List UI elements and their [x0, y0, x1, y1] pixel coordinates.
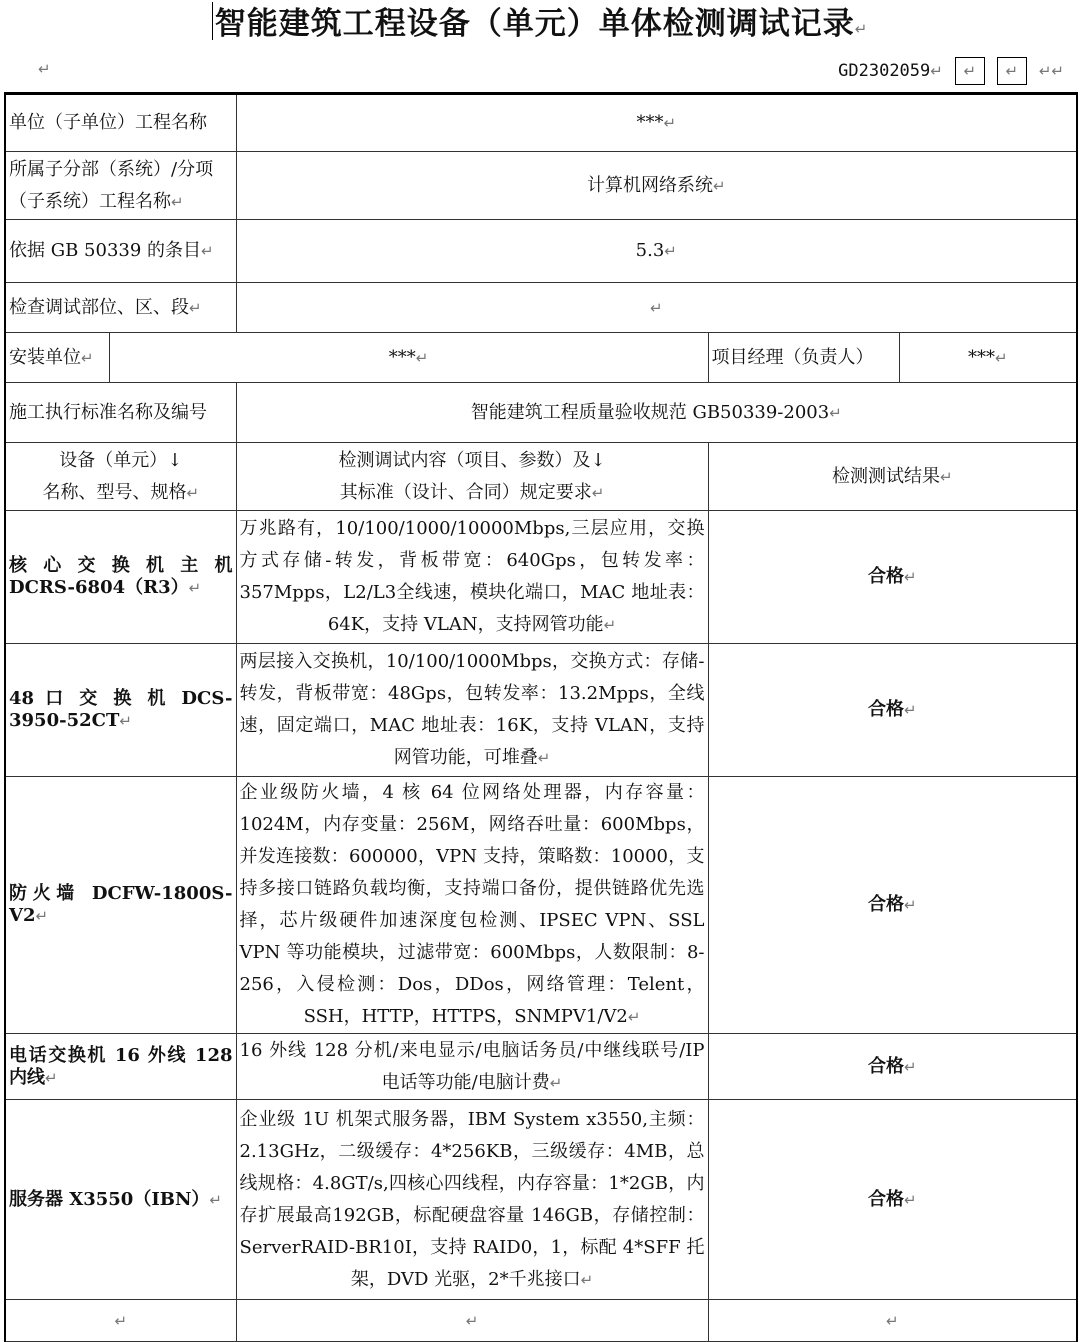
project-name-value[interactable]: ***↵: [236, 94, 1077, 152]
device-row: [5, 511, 1077, 644]
device-row: [5, 1100, 1077, 1300]
table-row: [5, 383, 1077, 443]
empty-cell[interactable]: ↵: [5, 1300, 236, 1342]
code-box[interactable]: [955, 57, 985, 85]
empty-row: [5, 1300, 1077, 1342]
clause-label: 依据 GB 50339 的条目↵: [5, 220, 236, 283]
header-spec: 检测调试内容（项目、参数）及↓ 其标准（设计、合同）规定要求↵: [236, 443, 708, 511]
paragraph-mark-icon: ↵: [963, 62, 977, 80]
device-result[interactable]: 合格↵: [708, 1034, 1077, 1100]
document-title: [0, 2, 1080, 51]
table-row: [5, 283, 1077, 333]
install-unit-value[interactable]: ***↵: [109, 333, 708, 383]
device-name: 核 心 交 换 机 主 机 DCRS-6804（R3）↵: [5, 511, 236, 644]
clause-value[interactable]: 5.3↵: [236, 220, 1077, 283]
device-result[interactable]: 合格↵: [708, 777, 1077, 1034]
manager-label: 项目经理（负责人）: [708, 333, 899, 383]
empty-cell[interactable]: ↵: [236, 1300, 708, 1342]
table-row: [5, 220, 1077, 283]
device-name: 防火墙 DCFW-1800S-V2↵: [5, 777, 236, 1034]
subsystem-value[interactable]: 计算机网络系统↵: [236, 152, 1077, 220]
table-row: [5, 152, 1077, 220]
project-name-label: 单位（子单位）工程名称: [5, 94, 236, 152]
manager-value[interactable]: ***↵: [899, 333, 1077, 383]
subsystem-label: 所属子分部（系统）/分项（子系统）工程名称↵: [5, 152, 236, 220]
table-row: [5, 333, 1077, 383]
device-result[interactable]: 合格↵: [708, 1100, 1077, 1300]
device-row: [5, 644, 1077, 777]
document-code: GD2302059: [838, 61, 931, 81]
location-value[interactable]: ↵: [236, 283, 1077, 333]
paragraph-mark-icon: ↵↵: [1038, 62, 1064, 80]
document-code-line: [838, 56, 1064, 86]
text-cursor: [212, 2, 213, 40]
device-name: 电话交换机 16 外线 128 内线↵: [5, 1034, 236, 1100]
header-device: 设备（单元）↓ 名称、型号、规格↵: [5, 443, 236, 511]
standard-value[interactable]: 智能建筑工程质量验收规范 GB50339-2003↵: [236, 383, 1077, 443]
paragraph-mark-icon: ↵: [854, 20, 869, 38]
device-name: 服务器 X3550（IBN）↵: [5, 1100, 236, 1300]
empty-cell[interactable]: ↵: [708, 1300, 1077, 1342]
device-spec: 万兆路有，10/100/1000/10000Mbps,三层应用，交换方式存储-转发，背板带宽：640Gps，包转发率：357Mpps，L2/L3全线速，模块化端口，MAC 地址表：64K，支持 VLAN，支持网管功能↵: [236, 511, 708, 644]
device-row: [5, 1034, 1077, 1100]
document-title-text: 智能建筑工程设备（单元）单体检测调试记录: [214, 6, 855, 42]
device-result[interactable]: 合格↵: [708, 511, 1077, 644]
header-result: 检测测试结果↵: [708, 443, 1077, 511]
paragraph-mark-icon: ↵: [1005, 62, 1019, 80]
location-label: 检查调试部位、区、段↵: [5, 283, 236, 333]
header-row: [5, 443, 1077, 511]
paragraph-mark-icon: ↵: [38, 60, 51, 78]
device-spec: 企业级防火墙，4 核 64 位网络处理器，内存容量：1024M，内存变量：256M，网络吞吐量：600Mbps，并发连接数：600000，VPN 支持，策略数：10000，支持多接口链路负载均衡，支持端口备份，提供链路优先选择，芯片级硬件加速深度包检测、IPSEC VPN、SSL VPN 等功能模块，过滤带宽：600Mbps，人数限制：8-256，入侵检测：Dos，DDos，网络管理：Telent，SSH，HTTP，HTTPS，SNMPV1/V2↵: [236, 777, 708, 1034]
device-spec: 两层接入交换机，10/100/1000Mbps，交换方式：存储-转发，背板带宽：48Gps，包转发率：13.2Mpps，全线速，固定端口，MAC 地址表：16K，支持 VLAN，支持网管功能，可堆叠↵: [236, 644, 708, 777]
device-row: [5, 777, 1077, 1034]
table-row: [5, 94, 1077, 152]
device-name: 48 口 交 换 机 DCS-3950-52CT↵: [5, 644, 236, 777]
code-box[interactable]: [997, 57, 1027, 85]
device-result[interactable]: 合格↵: [708, 644, 1077, 777]
install-unit-label: 安装单位↵: [5, 333, 109, 383]
device-spec: 企业级 1U 机架式服务器，IBM System x3550,主频：2.13GHz，二级缓存：4*256KB，三级缓存：4MB，总线规格：4.8GT/s,四核心四线程，内存容量：1*2GB，内存扩展最高192GB，标配硬盘容量 146GB，存储控制：ServerRAID-BR10I，支持 RAID0，1，标配 4*SFF 托架，DVD 光驱，2*千兆接口↵: [236, 1100, 708, 1300]
paragraph-mark-icon: ↵: [930, 62, 943, 80]
standard-label: 施工执行标准名称及编号: [5, 383, 236, 443]
record-table: [4, 92, 1078, 1342]
device-spec: 16 外线 128 分机/来电显示/电脑话务员/中继线联号/IP 电话等功能/电脑计费↵: [236, 1034, 708, 1100]
